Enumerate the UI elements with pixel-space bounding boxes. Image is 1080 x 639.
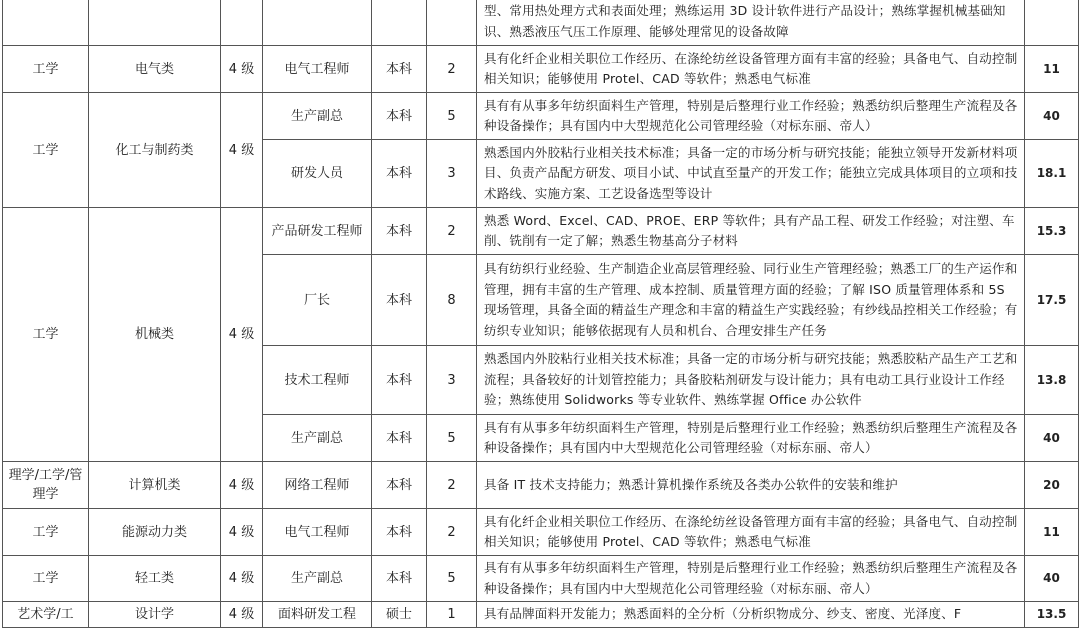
requirements-cell: 熟悉 Word、Excel、CAD、PROE、ERP 等软件；具有产品工程、研发工作经验；对注塑、车削、铣削有一定了解；熟悉生物基高分子材料 <box>477 208 1025 255</box>
job-requirements-table <box>2 0 1079 628</box>
years-cell: 5 <box>427 93 477 140</box>
degree-cell: 本科 <box>372 140 427 208</box>
table-row <box>3 509 1079 556</box>
table-row <box>3 93 1079 140</box>
position-cell: 电气工程师 <box>263 46 372 93</box>
level-cell: 4 级 <box>221 602 263 628</box>
requirements-cell: 型、常用热处理方式和表面处理；熟练运用 3D 设计软件进行产品设计；熟练掌握机械基础知识、熟悉液压气压工作原理、能够处理常见的设备故障 <box>477 0 1025 46</box>
salary-cell: 13.5 <box>1025 602 1079 628</box>
degree-cell: 本科 <box>372 415 427 462</box>
discipline-cell: 计算机类 <box>89 462 221 509</box>
category-cell: 艺术学/工 <box>3 602 89 628</box>
position-cell: 产品研发工程师 <box>263 208 372 255</box>
salary-cell: 15.3 <box>1025 208 1079 255</box>
discipline-cell: 设计学 <box>89 602 221 628</box>
degree-cell: 本科 <box>372 93 427 140</box>
salary-cell: 11 <box>1025 46 1079 93</box>
table-row <box>3 208 1079 255</box>
discipline-cell: 机械类 <box>89 208 221 462</box>
level-cell: 4 级 <box>221 208 263 462</box>
level-cell: 4 级 <box>221 509 263 556</box>
years-cell: 2 <box>427 462 477 509</box>
category-cell: 工学 <box>3 93 89 208</box>
table-row <box>3 602 1079 628</box>
discipline-cell: 轻工类 <box>89 556 221 602</box>
table-row <box>3 556 1079 602</box>
requirements-cell: 具有有从事多年纺织面料生产管理，特别是后整理行业工作经验；熟悉纺织后整理生产流程及各种设备操作；具有国内中大型规范化公司管理经验（对标东丽、帝人） <box>477 93 1025 140</box>
position-cell: 生产副总 <box>263 93 372 140</box>
degree-cell: 本科 <box>372 46 427 93</box>
degree-cell: 本科 <box>372 556 427 602</box>
degree-cell: 本科 <box>372 462 427 509</box>
years-cell: 2 <box>427 46 477 93</box>
position-cell: 生产副总 <box>263 415 372 462</box>
level-cell: 4 级 <box>221 556 263 602</box>
position-cell: 厂长 <box>263 255 372 346</box>
salary-cell: 40 <box>1025 556 1079 602</box>
category-cell: 工学 <box>3 556 89 602</box>
years-cell: 5 <box>427 556 477 602</box>
table-row <box>3 46 1079 93</box>
category-cell: 工学 <box>3 46 89 93</box>
years-cell: 8 <box>427 255 477 346</box>
degree-cell: 本科 <box>372 208 427 255</box>
years-cell: 1 <box>427 602 477 628</box>
requirements-cell: 具有品牌面料开发能力；熟悉面料的全分析（分析织物成分、纱支、密度、光泽度、F <box>477 602 1025 628</box>
years-cell <box>427 0 477 46</box>
position-cell: 电气工程师 <box>263 509 372 556</box>
years-cell: 2 <box>427 208 477 255</box>
requirements-cell: 熟悉国内外胶粘行业相关技术标准；具备一定的市场分析与研究技能；熟悉胶粘产品生产工艺和流程；具备较好的计划管控能力；具备胶粘剂研发与设计能力；具有电动工具行业设计工作经验；熟练使用 Solidworks 等专业软件、熟练掌握 Office 办公软件 <box>477 346 1025 415</box>
requirements-cell: 熟悉国内外胶粘行业相关技术标准；具备一定的市场分析与研究技能；能独立领导开发新材料项目、负责产品配方研发、项目小试、中试直至量产的开发工作；能独立完成具体项目的立项和技术路线、实施方案、工艺设备选型等设计 <box>477 140 1025 208</box>
salary-cell: 18.1 <box>1025 140 1079 208</box>
position-cell: 生产副总 <box>263 556 372 602</box>
position-cell: 网络工程师 <box>263 462 372 509</box>
years-cell: 3 <box>427 346 477 415</box>
discipline-cell: 化工与制药类 <box>89 93 221 208</box>
position-cell: 面料研发工程 <box>263 602 372 628</box>
salary-cell: 11 <box>1025 509 1079 556</box>
level-cell: 4 级 <box>221 93 263 208</box>
category-cell: 工学 <box>3 509 89 556</box>
level-cell: 4 级 <box>221 46 263 93</box>
table-row <box>3 0 1079 46</box>
level-cell: 4 级 <box>221 462 263 509</box>
salary-cell: 20 <box>1025 462 1079 509</box>
degree-cell <box>372 0 427 46</box>
requirements-cell: 具有化纤企业相关职位工作经历、在涤纶纺丝设备管理方面有丰富的经验；具备电气、自动控制相关知识；能够使用 Protel、CAD 等软件；熟悉电气标准 <box>477 46 1025 93</box>
position-cell <box>263 0 372 46</box>
years-cell: 3 <box>427 140 477 208</box>
category-cell: 工学 <box>3 208 89 462</box>
degree-cell: 本科 <box>372 346 427 415</box>
level-cell <box>221 0 263 46</box>
salary-cell: 40 <box>1025 415 1079 462</box>
requirements-cell: 具有化纤企业相关职位工作经历、在涤纶纺丝设备管理方面有丰富的经验；具备电气、自动控制相关知识；能够使用 Protel、CAD 等软件；熟悉电气标准 <box>477 509 1025 556</box>
requirements-cell: 具备 IT 技术支持能力；熟悉计算机操作系统及各类办公软件的安装和维护 <box>477 462 1025 509</box>
position-cell: 研发人员 <box>263 140 372 208</box>
degree-cell: 本科 <box>372 509 427 556</box>
salary-cell: 17.5 <box>1025 255 1079 346</box>
position-cell: 技术工程师 <box>263 346 372 415</box>
requirements-cell: 具有纺织行业经验、生产制造企业高层管理经验、同行业生产管理经验；熟悉工厂的生产运作和管理，拥有丰富的生产管理、成本控制、质量管理方面的经验；了解 ISO 质量管理体系和 5S 现场管理，具备全面的精益生产理念和丰富的精益生产实践经验；有纱线品控相关工作经验；有纺织专业知识；能够依据现有人员和机台、合理安排生产任务 <box>477 255 1025 346</box>
degree-cell: 本科 <box>372 255 427 346</box>
table-row <box>3 462 1079 509</box>
years-cell: 2 <box>427 509 477 556</box>
category-cell <box>3 0 89 46</box>
requirements-cell: 具有有从事多年纺织面料生产管理，特别是后整理行业工作经验；熟悉纺织后整理生产流程及各种设备操作；具有国内中大型规范化公司管理经验（对标东丽、帝人） <box>477 415 1025 462</box>
degree-cell: 硕士 <box>372 602 427 628</box>
category-cell: 理学/工学/管理学 <box>3 462 89 509</box>
salary-cell: 40 <box>1025 93 1079 140</box>
discipline-cell: 能源动力类 <box>89 509 221 556</box>
discipline-cell: 电气类 <box>89 46 221 93</box>
years-cell: 5 <box>427 415 477 462</box>
discipline-cell <box>89 0 221 46</box>
requirements-cell: 具有有从事多年纺织面料生产管理，特别是后整理行业工作经验；熟悉纺织后整理生产流程及各种设备操作；具有国内中大型规范化公司管理经验（对标东丽、帝人） <box>477 556 1025 602</box>
salary-cell <box>1025 0 1079 46</box>
salary-cell: 13.8 <box>1025 346 1079 415</box>
